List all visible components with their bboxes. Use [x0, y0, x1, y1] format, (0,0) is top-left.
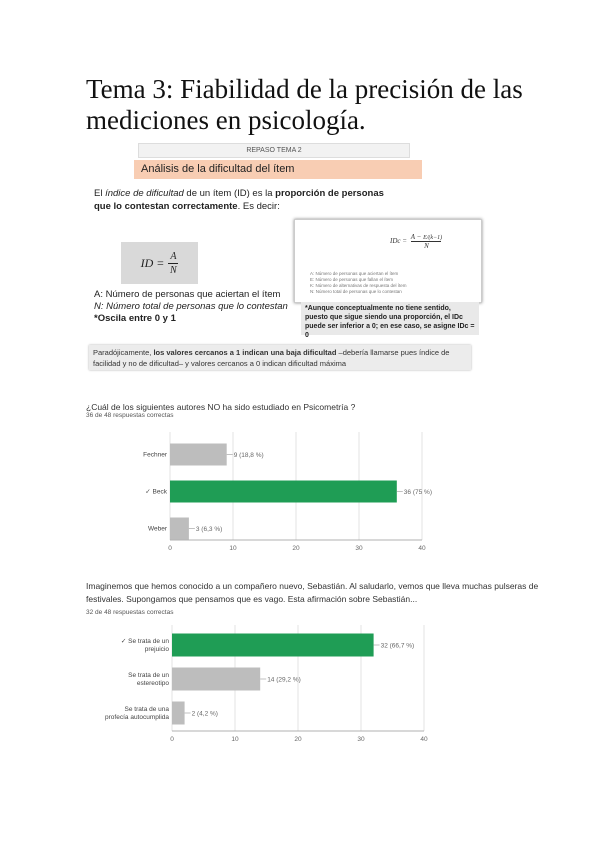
formula-num: A [170, 250, 177, 262]
def-part2: de un ítem (ID) es la [183, 188, 276, 199]
def-bold: proporción de personas que lo contestan correctamente [94, 188, 384, 212]
bar [170, 481, 397, 503]
box-formula-label: IDc = [390, 237, 407, 246]
question-2-sub: 32 de 48 respuestas correctas [86, 609, 174, 616]
repaso-header: REPASO TEMA 2 [138, 143, 410, 158]
data-label: 36 (75 %) [403, 489, 432, 496]
x-tick-label: 40 [420, 736, 428, 743]
data-label: 9 (18,8 %) [233, 452, 264, 459]
page-title: Tema 3: Fiabilidad de la precisión de las mediciones en psicología. [86, 74, 523, 135]
corrected-formula-legend [310, 271, 470, 295]
box-line: E: Número de personas que fallan el ítem [310, 277, 394, 282]
x-tick-label: 10 [231, 736, 239, 743]
x-tick-label: 10 [229, 545, 237, 552]
legend-range: *Oscila entre 0 y 1 [94, 313, 176, 324]
x-tick-label: 0 [170, 736, 174, 743]
chart-2 [90, 625, 440, 745]
paradox-box [89, 345, 471, 370]
x-tick-label: 20 [292, 545, 300, 552]
x-tick-label: 40 [418, 545, 426, 552]
chart-1 [90, 430, 440, 555]
category-label: estereotipo [136, 680, 169, 687]
slide-heading: Análisis de la dificultad del ítem [134, 160, 422, 179]
paradox-part1: Paradójicamente, [93, 348, 154, 357]
data-label: 2 (4,2 %) [191, 710, 218, 718]
category-label: prejuicio [144, 646, 169, 653]
paradox-part2: –debería llamarse pues índice de facilidad y no de dificultad– y valores cercanos a 0 indican dificultad máxima [93, 348, 450, 368]
id-formula [121, 242, 198, 284]
paradox-bold: los valores cercanos a 1 indican una baja dificultad [153, 348, 337, 357]
category-label: profecía autocumplida [105, 714, 169, 721]
corrected-formula [390, 233, 460, 250]
data-label: 3 (6,3 %) [195, 526, 223, 533]
category-label: Se trata de un [128, 672, 169, 679]
x-tick-label: 20 [294, 736, 302, 743]
formula-den: N [170, 264, 177, 276]
bar [172, 668, 260, 691]
category-label: ✓ Beck [145, 488, 167, 496]
def-part1: El [94, 188, 106, 199]
note-box: *Aunque conceptualmente no tiene sentido, puesto que sigue siendo una proporción, el IDc puede ser inferior a 0; en ese caso, se asigne IDc = 0 [301, 302, 479, 335]
def-italic: índice de dificultad [105, 188, 184, 199]
formula-fraction [168, 251, 178, 276]
definition-text [94, 187, 384, 213]
bar [172, 702, 185, 725]
category-label: Se trata de una [124, 706, 169, 713]
data-label: 32 (66,7 %) [380, 642, 415, 650]
data-label: 14 (29,2 %) [267, 676, 301, 684]
def-part3: . Es decir: [237, 201, 280, 212]
x-tick-label: 0 [168, 545, 172, 552]
question-1-text: ¿Cuál de los siguientes autores NO ha sido estudiado en Psicometría ? [86, 402, 356, 412]
box-line: A: Número de personas que aciertan el ítem [310, 271, 399, 276]
category-label: ✓ Se trata de un [120, 638, 169, 645]
fraction-bar [168, 263, 178, 264]
box-line: K: Número de alternativas de respuesta del ítem [310, 283, 407, 288]
bar [170, 444, 227, 466]
formula-left: ID = [140, 255, 165, 270]
category-label: Fechner [143, 451, 167, 459]
question-2-text: Imaginemos que hemos conocido a un compañero nuevo, Sebastián. Al saludarlo, vemos que lleva muchas pulseras de festivales. Supongamos que pensamos que es vago. Esta afirmación sobre Sebastián... [86, 581, 539, 604]
bar [172, 634, 374, 657]
bar [170, 518, 189, 540]
question-1 [86, 402, 566, 419]
x-tick-label: 30 [357, 736, 365, 743]
box-formula-fraction: $\frac{A - E/(k-1)}{N}$ [410, 233, 443, 250]
x-tick-label: 30 [355, 545, 363, 552]
question-2 [86, 580, 566, 619]
legend-n: N: Número total de personas que lo contestan [94, 301, 288, 312]
question-1-sub: 36 de 48 respuestas correctas [86, 412, 174, 419]
box-line: N: Número total de personas que lo contestan [310, 289, 402, 294]
category-label: Weber [147, 525, 167, 533]
legend-a: A: Número de personas que aciertan el ítem [94, 289, 281, 300]
